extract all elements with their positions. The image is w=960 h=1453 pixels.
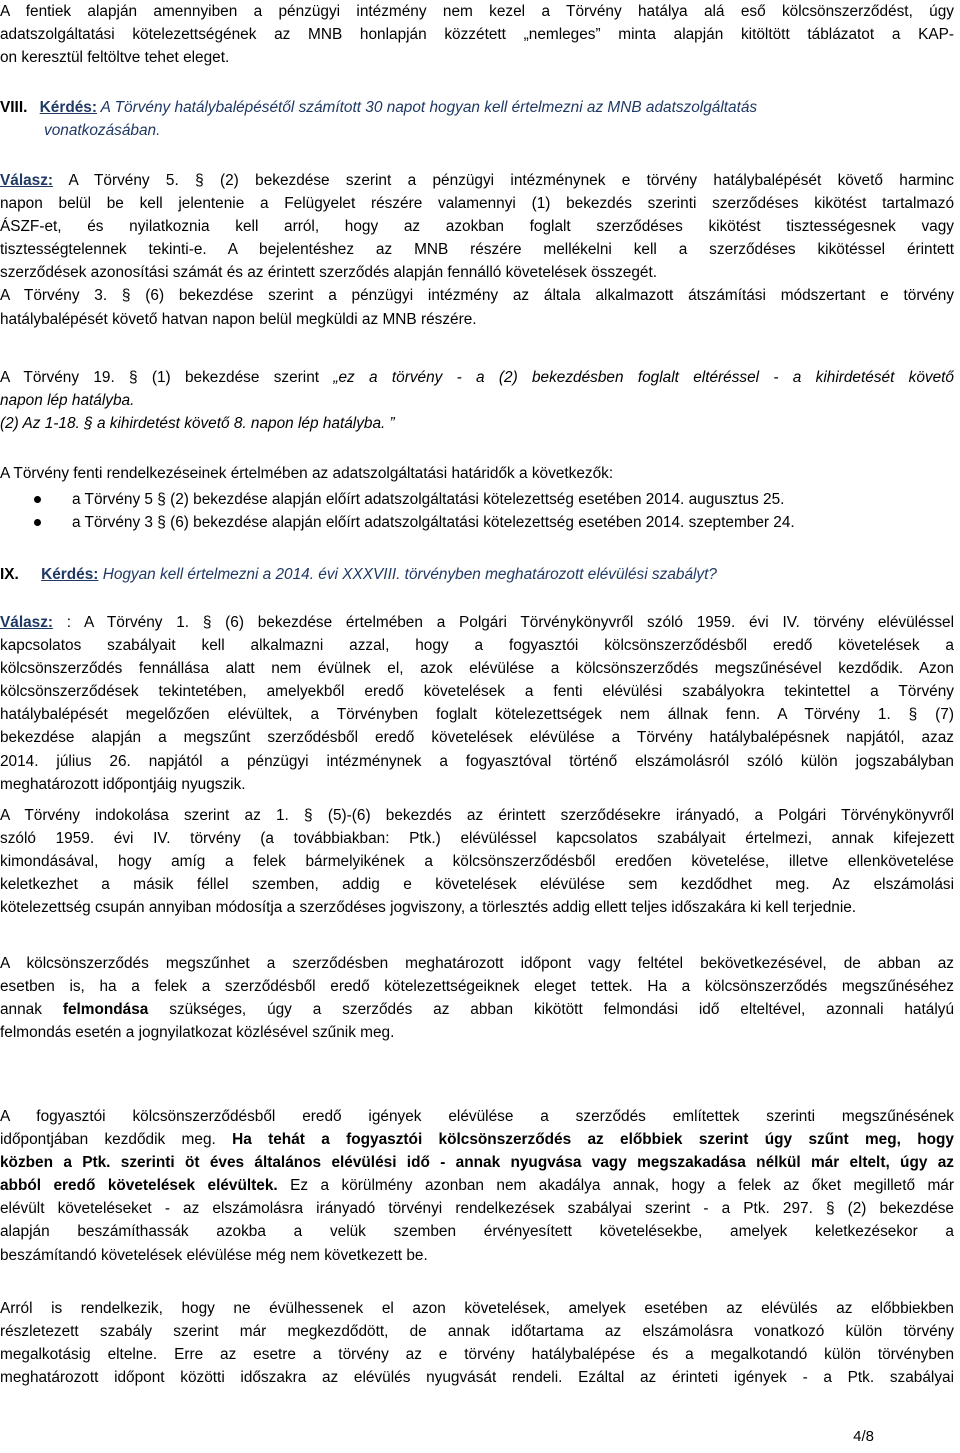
answer-line: meghatározott időpont közötti időszakra az elévülés nyugvását rendeli. Ezáltal az érinteti igények - a Ptk. szabályai bbox=[0, 1369, 954, 1387]
answer-text: időpontjában kezdődik meg. bbox=[0, 1131, 233, 1149]
answer-line: felmondás esetén a jognyilatkozat közlésével szűnik meg. bbox=[0, 1024, 395, 1042]
law-19-intro: A Törvény 19. § (1) bekezdése szerint bbox=[0, 369, 334, 386]
intro-line: A fentiek alapján amennyiben a pénzügyi intézmény nem kezel a Törvény hatálya alá eső kölcsönszerződést, úgy bbox=[0, 3, 954, 20]
question-9 bbox=[0, 563, 954, 586]
answer-line: szerződések azonosítási számát és az érintett szerződés alapján fennálló követelések összegét. bbox=[0, 264, 658, 282]
page-number: 4/8 bbox=[853, 1428, 874, 1445]
answer-line: 2014. július 26. napjától a pénzügyi intézménynek a fogyasztóval történő elszámolásról szóló külön jogszabályban bbox=[0, 752, 954, 770]
answer-line: napon belül be kell jelentenie a Felügyelet részére valamennyi (1) bekezdés szerinti szerződéses kikötést tartalmazó bbox=[0, 195, 954, 213]
answer-line-bold: közben a Ptk. szerinti öt éves általános elévülési idő - annak nyugvása vagy megszakadása nélkül már eltelt, úgy az bbox=[0, 1154, 954, 1172]
answer-label: Válasz: bbox=[0, 172, 54, 189]
law-19-quote: „ez a törvény - a (2) bekezdésben foglalt eltéréssel - a kihirdetését követő bbox=[333, 369, 954, 386]
answer-line: kimondásával, hogy amíg a felek bármelyikének a kölcsönszerződésből eredően követelése, illetve ellenkövetelése bbox=[0, 853, 954, 871]
answer-line: beszámítandó követelések elévülése még nem következett be. bbox=[0, 1246, 428, 1264]
intro-line: adatszolgáltatási kötelezettségének az MNB honlapján közzétett „nemleges” minta alapján kitöltött táblázatot a KAP- bbox=[0, 26, 954, 44]
answer-8 bbox=[0, 169, 954, 331]
answer-line: A Törvény 5. § (2) bekezdése szerint a pénzügyi intézménynek e törvény hatálybalépését követő harminc bbox=[53, 172, 954, 189]
question-label: Kérdés: bbox=[39, 99, 97, 116]
bullet-icon bbox=[34, 496, 41, 503]
answer-9-paragraph-5 bbox=[0, 1297, 954, 1389]
question-text: Hogyan kell értelmezni a 2014. évi XXXVIII. törvényben meghatározott elévülési szabályt? bbox=[98, 566, 717, 583]
answer-9-paragraph-2 bbox=[0, 804, 954, 919]
deadlines-list bbox=[0, 488, 954, 534]
answer-line: kölcsönszerződések tekintetében, amelyekből eredő követelések a fenti elévülési szabályokra tekintettel a Törvény bbox=[0, 683, 954, 701]
answer-line: kötelezettség csupán annyiban módosítja a szerződéses jogviszony, a törlesztés addig ellett teljes időszakára ki kell terjednie. bbox=[0, 899, 857, 917]
answer-text: szükséges, úgy a szerződés az abban kikötött felmondási idő elteltével, azonnali hatályú bbox=[148, 1001, 955, 1019]
bullet-icon bbox=[34, 519, 41, 526]
law-19-paragraph bbox=[0, 366, 954, 435]
answer-line: alapján beszámíthassák azokba a velük szemben érvényesített követelésekbe, amelyek keletkezésekor a bbox=[0, 1223, 954, 1241]
answer-9-paragraph-4 bbox=[0, 1105, 954, 1267]
question-label: Kérdés: bbox=[41, 566, 99, 583]
answer-line: kölcsönszerződés fennállása alatt nem évülnek el, azok elévülése a kölcsönszerződés megszűnésével kezdődik. Azon bbox=[0, 660, 954, 678]
answer-line: részletezett szabály szerint már megkezdődött, de annak időtartama az elszámolásra vonatkozó külön törvény bbox=[0, 1323, 954, 1341]
answer-text: annak bbox=[0, 1001, 63, 1019]
question-number: VIII. bbox=[0, 99, 28, 116]
answer-9-paragraph-3 bbox=[0, 952, 954, 1044]
answer-text: Ez a körülmény azonban nem akadálya annak, hogy a felek az őket megillető már bbox=[277, 1177, 954, 1195]
answer-line: keletkezhet a másik féllel szemben, addig e követelések elévülése sem kezdődhet meg. Az elszámolási bbox=[0, 876, 954, 894]
answer-line: megalkotásig eltelne. Erre az esetre a törvény az e törvény hatálybalépése és a megalkotandó külön törvényben bbox=[0, 1346, 954, 1364]
deadlines-intro: A Törvény fenti rendelkezéseinek értelmében az adatszolgáltatási határidők a következők: bbox=[0, 465, 614, 482]
answer-line: Arról is rendelkezik, hogy ne évülhessenek el azon követelések, amelyek esetében az elévülés az előbbiekben bbox=[0, 1300, 954, 1317]
answer-line: A fogyasztói kölcsönszerződésből eredő igények elévülése a szerződés említettek szerinti megszűnésének bbox=[0, 1108, 954, 1125]
list-item bbox=[0, 488, 954, 511]
answer-line: hatálybalépését megelőzően elévültek, a Törvényben foglalt kötelezettségek nem állnak fenn. A Törvény 1. § (7) bbox=[0, 706, 954, 724]
answer-label: Válasz: bbox=[0, 614, 54, 631]
law-19-quote: (2) Az 1-18. § a kihirdetést követő 8. napon lép hatályba. ” bbox=[0, 415, 395, 433]
answer-line: bekezdése alapján a megszűnt szerződésből eredő követelések elévülése a Törvény hatálybalépésnek napjától, azaz bbox=[0, 729, 954, 747]
question-text-continued: vonatkozásában. bbox=[44, 122, 161, 140]
answer-9-paragraph-1 bbox=[0, 611, 954, 796]
question-8 bbox=[0, 96, 954, 142]
answer-line: ÁSZF-et, és nyilatkoznia kell arról, hogy az azokban foglalt szerződéses kikötést tisztességesnek vagy bbox=[0, 218, 954, 236]
answer-line: A Törvény 3. § (6) bekezdése szerint a pénzügyi intézmény az általa alkalmazott átszámítási módszertant e törvény bbox=[0, 287, 954, 305]
list-item bbox=[0, 511, 954, 534]
answer-text-bold: felmondása bbox=[62, 1001, 149, 1019]
intro-line: on keresztül feltöltve tehet eleget. bbox=[0, 49, 230, 67]
answer-text-bold: Ha tehát a fogyasztói kölcsönszerződés az előbbiek szerint úgy szűnt meg, hogy bbox=[232, 1131, 954, 1149]
answer-line: elévült követeléseket - az elszámolásra irányadó törvényi rendelkezések szabályai szerint - a Ptk. 297. § (2) bekezdése bbox=[0, 1200, 954, 1218]
list-item-text: a Törvény 5 § (2) bekezdése alapján előírt adatszolgáltatási kötelezettség esetében 2014. augusztus 25. bbox=[72, 491, 785, 508]
answer-line: esetben is, ha a felek a szerződésből eredő kötelezettségeiknek eleget tettek. Ha a kölcsönszerződés megszűnéséhez bbox=[0, 978, 954, 996]
answer-line: hatálybalépését követő hatvan napon belül megküldi az MNB részére. bbox=[0, 310, 477, 328]
answer-line: tisztességtelennek tekinti-e. A bejelentéshez az MNB részére mellékelni kell a szerződéses kikötéssel érintett bbox=[0, 241, 954, 259]
answer-line: : A Törvény 1. § (6) bekezdése értelmében a Polgári Törvénykönyvről szóló 1959. évi IV. törvény elévüléssel bbox=[53, 614, 954, 631]
answer-line: kapcsolatos szabályait kell alkalmazni azzal, hogy a fogyasztói kölcsönszerződésből eredő követelések a bbox=[0, 637, 954, 655]
question-number: IX. bbox=[0, 566, 19, 583]
answer-line: A Törvény indokolása szerint az 1. § (5)-(6) bekezdés az érintett szerződésekre irányadó, a Polgári Törvénykönyvről bbox=[0, 807, 954, 824]
answer-line: meghatározott időpontjáig nyugszik. bbox=[0, 775, 246, 793]
question-text: A Törvény hatálybalépésétől számított 30 napot hogyan kell értelmezni az MNB adatszolgáltatás bbox=[96, 99, 758, 116]
answer-line: szóló 1959. évi IV. törvény (a továbbiakban: Ptk.) elévüléssel kapcsolatos szabályait értelmezi, annak kifejezett bbox=[0, 830, 954, 848]
answer-text-bold: abból eredő követelések elévültek. bbox=[0, 1177, 278, 1195]
answer-line: A kölcsönszerződés megszűnhet a szerződésben meghatározott időpont vagy feltétel bekövetkezésével, de abban az bbox=[0, 955, 954, 972]
law-19-quote: napon lép hatályba. bbox=[0, 392, 135, 410]
list-item-text: a Törvény 3 § (6) bekezdése alapján előírt adatszolgáltatási kötelezettség esetében 2014. szeptember 24. bbox=[72, 514, 795, 532]
intro-paragraph bbox=[0, 0, 954, 69]
